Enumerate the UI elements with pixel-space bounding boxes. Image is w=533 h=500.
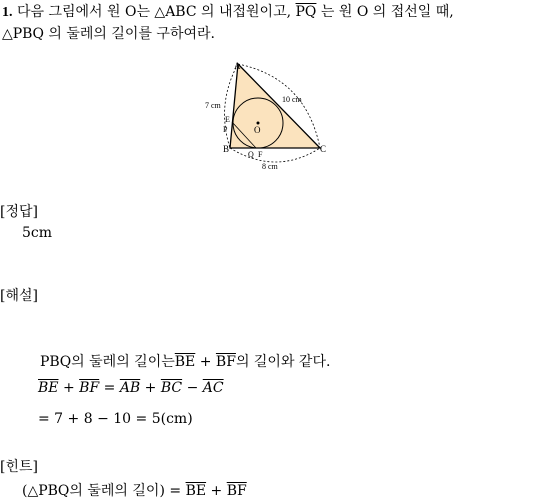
answer-heading: [정답] (0, 204, 38, 220)
hint-plus: + (210, 483, 223, 499)
question-text-b: 는 원 O 의 접선일 때, (320, 4, 454, 20)
explanation-text-a: PBQ의 둘레의 길이는 (40, 354, 175, 370)
hint-segment-be: $\overline{BE}$ (185, 483, 207, 499)
question-number: 1. (2, 5, 13, 20)
segment-bf: $\overline{BF}$ (215, 354, 236, 370)
hint-segment-bf: $\overline{BF}$ (226, 483, 247, 499)
segment-be: $\overline{BE}$ (174, 354, 196, 370)
segment-bc-italic: $\overline{BC}$ (160, 380, 183, 396)
label-b: B (223, 144, 230, 154)
explanation-line-1 (40, 351, 330, 371)
label-bc-length: 8 cm (262, 162, 278, 171)
label-p: P (223, 125, 228, 134)
explanation-line-2: $\overline{BE} + \overline{BF} = \overline{AB} + \overline{BC} - \overline{AC}$ (38, 380, 224, 396)
segment-be-italic: $\overline{BE}$ (38, 380, 59, 396)
label-a: A (234, 61, 241, 71)
label-ac-length: 10 cm (282, 95, 302, 104)
question-text-a: 다음 그림에서 원 O는 △ABC 의 내접원이고, (16, 4, 292, 20)
label-q: Q (248, 150, 254, 159)
segment-ab-italic: $\overline{AB}$ (119, 380, 141, 396)
answer-value: 5cm (22, 225, 53, 241)
question-line-2: △PBQ 의 둘레의 길이를 구하여라. (2, 26, 215, 42)
explanation-heading: [해설] (0, 288, 38, 304)
question-line-1 (2, 2, 454, 23)
hint-text: (△PBQ의 둘레의 길이) = (22, 483, 182, 499)
plus-sign: + (199, 354, 212, 370)
segment-ac-italic: $\overline{AC}$ (202, 380, 224, 396)
triangle-figure (196, 56, 336, 174)
arc-bc (230, 148, 320, 162)
label-f: F (258, 150, 263, 159)
label-o: O (254, 125, 261, 135)
label-e: E (225, 115, 230, 124)
hint-heading: [힌트] (0, 459, 38, 475)
label-c: C (320, 144, 327, 154)
hint-line (22, 480, 247, 500)
segment-pq: $\overline{PQ}$ (295, 4, 317, 20)
explanation-line-3: = 7 + 8 − 10 = 5(cm) (38, 411, 193, 427)
segment-bf-italic: $\overline{BF}$ (79, 380, 100, 396)
explanation-text-b: 의 길이와 같다. (235, 354, 331, 370)
triangle-abc (230, 64, 320, 148)
label-ab-length: 7 cm (205, 101, 221, 110)
